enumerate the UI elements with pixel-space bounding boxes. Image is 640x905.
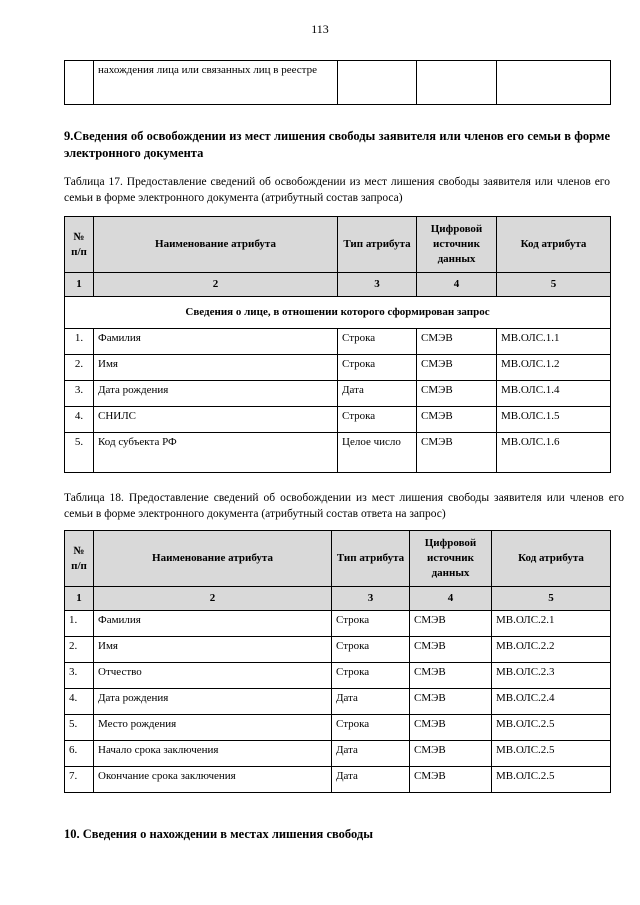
row-number: 3. [65,381,94,407]
table-17 [64,216,611,473]
column-number: 3 [338,273,417,297]
top-fragment-table [64,60,611,105]
attribute-name: Отчество [94,663,332,689]
attribute-code: МВ.ОЛС.2.5 [492,767,611,793]
column-number: 1 [65,273,94,297]
data-source: СМЭВ [417,433,497,473]
row-number: 1. [65,329,94,355]
table-row [65,715,611,741]
attribute-type: Строка [338,407,417,433]
column-number: 2 [94,273,338,297]
table-row [65,767,611,793]
column-number: 2 [94,587,332,611]
table-18-caption: Таблица 18. Предоставление сведений об освобождении из мест лишения свободы заявителя или членов его семьи в форме электронного документа (атрибутный состав ответа на запрос) [64,492,624,520]
section-9-heading: 9.Сведения об освобождении из мест лишения свободы заявителя или членов его семьи в форме электронного документа [64,129,610,160]
column-header: Код атрибута [497,217,611,273]
column-number: 5 [492,587,611,611]
attribute-name: СНИЛС [94,407,338,433]
column-header: № п/п [65,531,94,587]
attribute-name: Имя [94,637,332,663]
attribute-name: Окончание срока заключения [94,767,332,793]
row-number: 2. [65,355,94,381]
attribute-name: Фамилия [94,611,332,637]
column-number-row [65,587,611,611]
column-number-row [65,273,611,297]
table-row [65,433,611,473]
table-row [65,407,611,433]
column-header: Цифровой источник данных [417,217,497,273]
column-header: Наименование атрибута [94,531,332,587]
fragment-cell: нахождения лица или связанных лиц в реестре [94,61,338,105]
row-number: 1. [65,611,94,637]
attribute-type: Строка [332,637,410,663]
attribute-name: Место рождения [94,715,332,741]
attribute-type: Дата [332,767,410,793]
column-header: № п/п [65,217,94,273]
row-number: 2. [65,637,94,663]
row-number: 5. [65,433,94,473]
column-header: Цифровой источник данных [410,531,492,587]
column-header: Наименование атрибута [94,217,338,273]
column-number: 4 [417,273,497,297]
attribute-type: Дата [332,741,410,767]
attribute-name: Фамилия [94,329,338,355]
attribute-code: МВ.ОЛС.1.4 [497,381,611,407]
attribute-code: МВ.ОЛС.1.6 [497,433,611,473]
column-header: Тип атрибута [332,531,410,587]
table-17-caption: Таблица 17. Предоставление сведений об освобождении из мест лишения свободы заявителя или членов его семьи в форме электронного документа (атрибутный состав запроса) [64,176,610,204]
table-header-row [65,217,611,273]
attribute-type: Строка [332,663,410,689]
attribute-code: МВ.ОЛС.2.2 [492,637,611,663]
data-source: СМЭВ [417,329,497,355]
row-number: 3. [65,663,94,689]
data-source: СМЭВ [410,663,492,689]
section-10-heading: 10. Сведения о нахождении в местах лишения свободы [64,827,373,841]
attribute-name: Дата рождения [94,689,332,715]
row-number: 4. [65,689,94,715]
attribute-code: МВ.ОЛС.2.3 [492,663,611,689]
table-row [65,61,611,105]
table-row [65,689,611,715]
row-number: 5. [65,715,94,741]
column-number: 4 [410,587,492,611]
attribute-type: Строка [332,611,410,637]
attribute-name: Имя [94,355,338,381]
data-source: СМЭВ [410,611,492,637]
table-row [65,381,611,407]
column-header: Код атрибута [492,531,611,587]
attribute-code: МВ.ОЛС.2.5 [492,715,611,741]
attribute-type: Дата [332,689,410,715]
attribute-name: Дата рождения [94,381,338,407]
attribute-code: МВ.ОЛС.1.2 [497,355,611,381]
attribute-type: Строка [332,715,410,741]
row-number: 4. [65,407,94,433]
column-number: 5 [497,273,611,297]
data-source: СМЭВ [417,381,497,407]
row-number: 6. [65,741,94,767]
column-number: 3 [332,587,410,611]
attribute-type: Строка [338,355,417,381]
data-source: СМЭВ [417,407,497,433]
table-header-row [65,531,611,587]
table-row [65,611,611,637]
section-title-row [65,297,611,329]
attribute-type: Целое число [338,433,417,473]
attribute-code: МВ.ОЛС.2.1 [492,611,611,637]
data-source: СМЭВ [410,715,492,741]
data-source: СМЭВ [410,637,492,663]
data-source: СМЭВ [417,355,497,381]
row-number: 7. [65,767,94,793]
attribute-name: Код субъекта РФ [94,433,338,473]
attribute-name: Начало срока заключения [94,741,332,767]
data-source: СМЭВ [410,689,492,715]
table-row [65,355,611,381]
attribute-type: Строка [338,329,417,355]
table-row [65,663,611,689]
data-source: СМЭВ [410,741,492,767]
attribute-code: МВ.ОЛС.1.1 [497,329,611,355]
table-row [65,329,611,355]
data-source: СМЭВ [410,767,492,793]
column-number: 1 [65,587,94,611]
attribute-type: Дата [338,381,417,407]
table-row [65,741,611,767]
table-18 [64,530,611,793]
table-row [65,637,611,663]
column-header: Тип атрибута [338,217,417,273]
section-title: Сведения о лице, в отношении которого сформирован запрос [65,297,611,329]
attribute-code: МВ.ОЛС.2.5 [492,741,611,767]
attribute-code: МВ.ОЛС.2.4 [492,689,611,715]
attribute-code: МВ.ОЛС.1.5 [497,407,611,433]
page-number: 113 [311,22,329,36]
